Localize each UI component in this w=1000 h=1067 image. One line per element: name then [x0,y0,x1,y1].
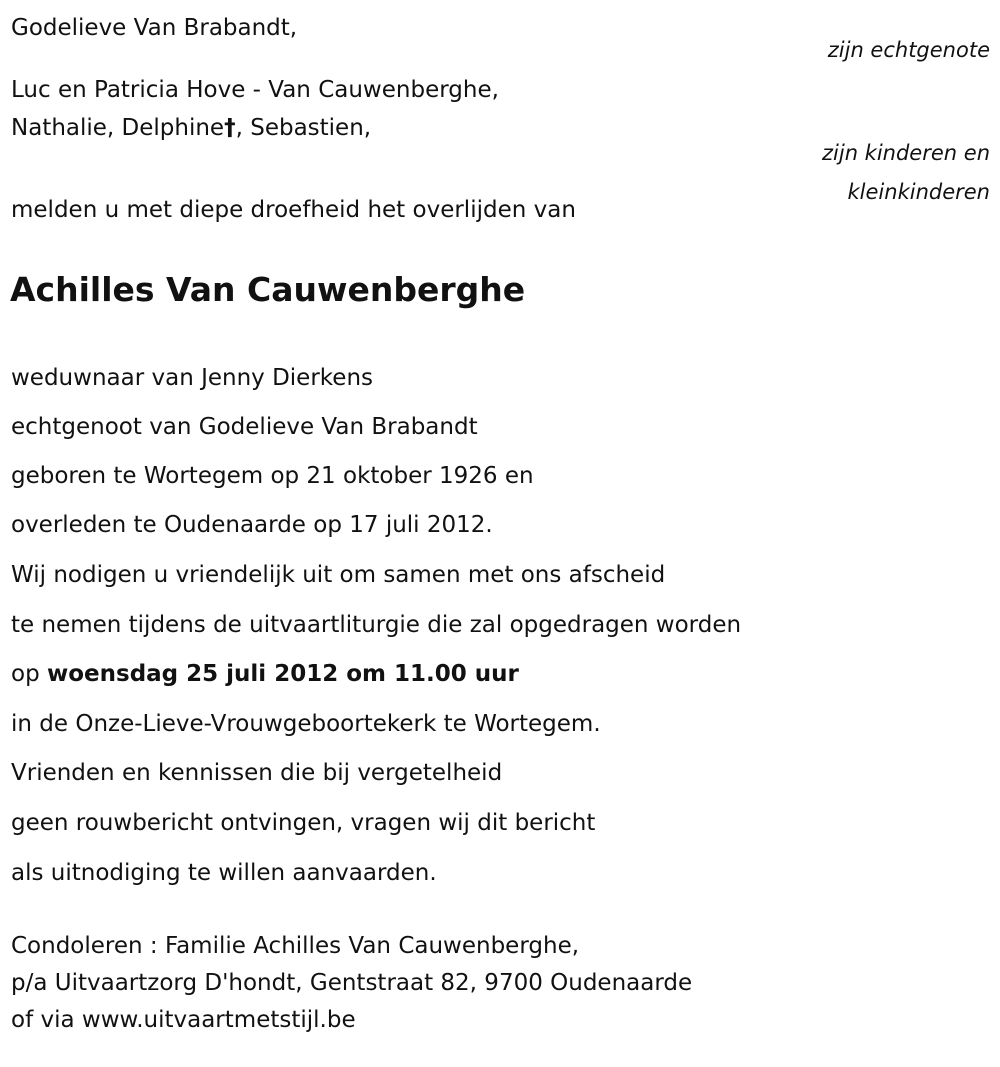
children-names-rest: , Sebastien, [235,115,372,141]
condolences-line-1: Condoleren : Familie Achilles Van Cauwenberghe, [11,933,580,959]
condolences-line-3 [11,1005,356,1035]
funeral-date-line [11,659,519,689]
body-line: te nemen tijdens de uitvaartliturgie die zal opgedragen worden [11,612,742,638]
body-line: als uitnodiging te willen aanvaarden. [11,860,437,886]
body-line: echtgenoot van Godelieve Van Brabandt [11,414,478,440]
website-link[interactable]: www.uitvaartmetstijl.be [81,1007,356,1033]
body-line: Vrienden en kennissen die bij vergetelheid [11,760,503,786]
condolences-line-2: p/a Uitvaartzorg D'hondt, Gentstraat 82, 9700 Oudenaarde [11,970,693,996]
cross-icon: † [224,115,236,141]
body-line: weduwnaar van Jenny Dierkens [11,365,374,391]
spouse-name: Godelieve Van Brabandt, [11,15,298,41]
body-line: geboren te Wortegem op 21 oktober 1926 en [11,463,534,489]
spouse-role: zijn echtgenote [827,38,990,62]
body-line: geen rouwbericht ontvingen, vragen wij dit bericht [11,810,596,836]
announcement: melden u met diepe droefheid het overlijden van [11,197,576,223]
body-line: in de Onze-Lieve-Vrouwgeboortekerk te Wortegem. [11,711,601,737]
children-line-1: Luc en Patricia Hove - Van Cauwenberghe, [11,77,499,103]
children-names: Nathalie, Delphine [11,115,225,141]
children-role-2: kleinkinderen [847,180,990,204]
deceased-name: Achilles Van Cauwenberghe [10,270,526,309]
body-line: Wij nodigen u vriendelijk uit om samen met ons afscheid [11,562,666,588]
children-line-2 [11,113,371,143]
prefix: op [11,661,47,687]
body-line: overleden te Oudenaarde op 17 juli 2012. [11,512,493,538]
children-role-1: zijn kinderen en [822,141,990,165]
funeral-date: woensdag 25 juli 2012 om 11.00 uur [46,661,519,687]
prefix: of via [11,1007,82,1033]
